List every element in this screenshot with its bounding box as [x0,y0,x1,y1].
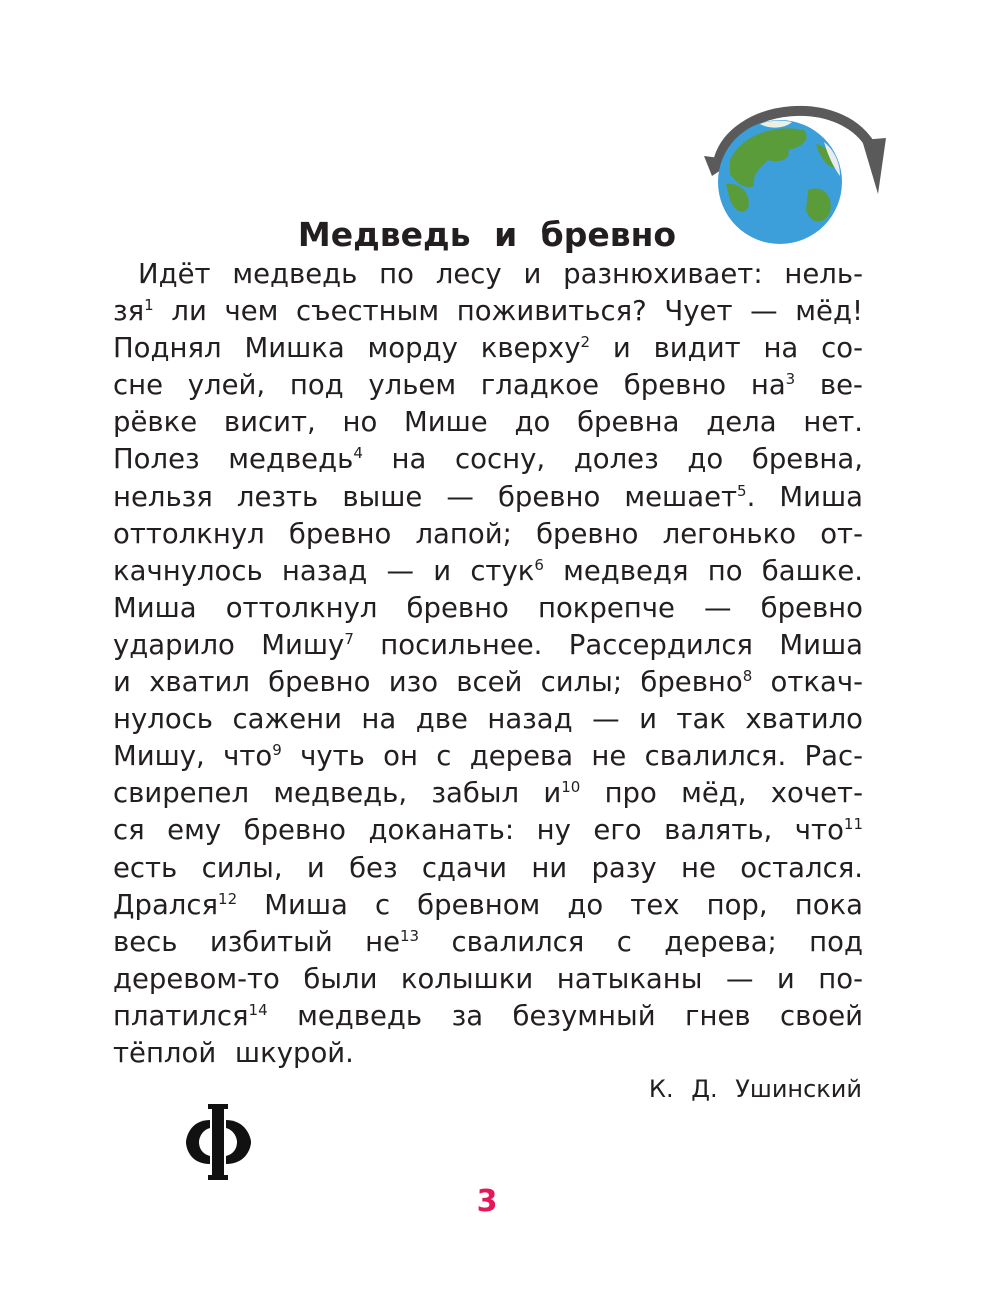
phi-letter-icon [184,1102,254,1182]
story-line-text: деревом-то были колышки натыканы — и по- [113,962,863,995]
story-line-text: Мишу, что [113,740,273,773]
story-line [113,850,863,887]
story-line [113,738,863,775]
story-line [113,812,863,849]
story-line [113,293,863,330]
story-line [113,775,863,812]
footnote-marker: 3 [785,370,796,389]
story-line-text: Миша оттолкнул бревно покрепче — бревно [113,591,863,624]
story-line [113,367,863,404]
footnote-marker: 9 [272,741,282,760]
story-line-text: зя [113,295,145,328]
story-line [113,516,863,553]
story-line-text: есть силы, и без сдачи ни разу не остался. [113,851,863,884]
story-line [113,664,863,701]
footnote-marker: 11 [843,815,863,834]
story-line-text: и видит на со- [590,332,863,365]
footnote-marker: 10 [561,778,581,797]
story-line-text: свалился с дерева; под [419,925,864,958]
story-line-text: нулось сажени на две назад — и так хватило [113,703,863,736]
footnote-marker: 6 [534,555,544,574]
story-line-text: на сосну, долез до бревна, [362,443,864,476]
story-title: Медведь и бревно [297,215,677,254]
story-line-text: и хватил бревно изо всей силы; бревно [113,666,743,699]
story-line-text: нельзя лезть выше — бревно мешает [113,480,738,513]
story-line-text: ударило Мишу [113,628,345,661]
story-line-text: сне улей, под ульем гладкое бревно на [113,369,786,402]
story-line [113,701,863,738]
story-line-text: посильнее. Рассердился Миша [353,628,863,661]
footnote-marker: 1 [144,295,154,314]
story-line-text: ся ему бревно доканать: ну его валять, что [113,814,844,847]
story-line [113,441,863,478]
author-name: К. Д. Ушинский [648,1075,862,1103]
page-number: 3 [476,1184,498,1219]
story-line [113,887,863,924]
story-line-text: оттолкнул бревно лапой; бревно легонько от- [113,517,863,550]
story-line-text: откач- [752,666,863,699]
story-line-text: свирепел медведь, забыл и [113,777,562,810]
story-line-text: ве- [795,369,863,402]
story-line-text: Полез медведь [113,443,354,476]
story-line-text: медведя по башке. [543,554,863,587]
footnote-marker: 5 [737,481,747,500]
story-line-text: платился [113,999,249,1032]
story-line-text: чуть он с дерева не свалился. Рас- [281,740,863,773]
story-line [113,479,863,516]
footnote-marker: 2 [580,333,591,352]
story-line [113,924,863,961]
story-line [113,590,863,627]
story-line [113,961,863,998]
footnote-marker: 8 [742,666,753,685]
story-line-text: про мёд, хочет- [580,777,863,810]
story-line-text: рёвке висит, но Мише до бревна дела нет. [113,406,863,439]
story-line-text: . Миша [746,480,863,513]
footnote-marker: 13 [400,926,420,945]
story-line-text: тёплой шкурой. [113,1036,354,1069]
story-line [113,1035,863,1072]
footnote-marker: 14 [248,1000,268,1019]
footnote-marker: 4 [353,444,363,463]
story-line [113,404,863,441]
story-line-text: Идёт медведь по лесу и разнюхивает: нель- [138,258,863,290]
story-line-text: качнулось назад — и стук [113,554,535,587]
story-line-text: Поднял Мишка морду кверху [113,332,581,365]
story-line [113,330,863,367]
story-line-text: медведь за безумный гнев своей [267,999,863,1032]
story-line [113,998,863,1035]
footnote-marker: 12 [218,889,238,908]
story-line-text: Миша с бревном до тех пор, пока [237,888,863,921]
story-line [113,256,863,293]
story-line-text: весь избитый не [113,925,401,958]
story-text [113,256,863,1072]
footnote-marker: 7 [344,629,354,648]
story-line [113,553,863,590]
story-line-text: ли чем съестным поживиться? Чует — мёд! [153,295,863,328]
story-line-text: Дрался [113,888,219,921]
story-line [113,627,863,664]
